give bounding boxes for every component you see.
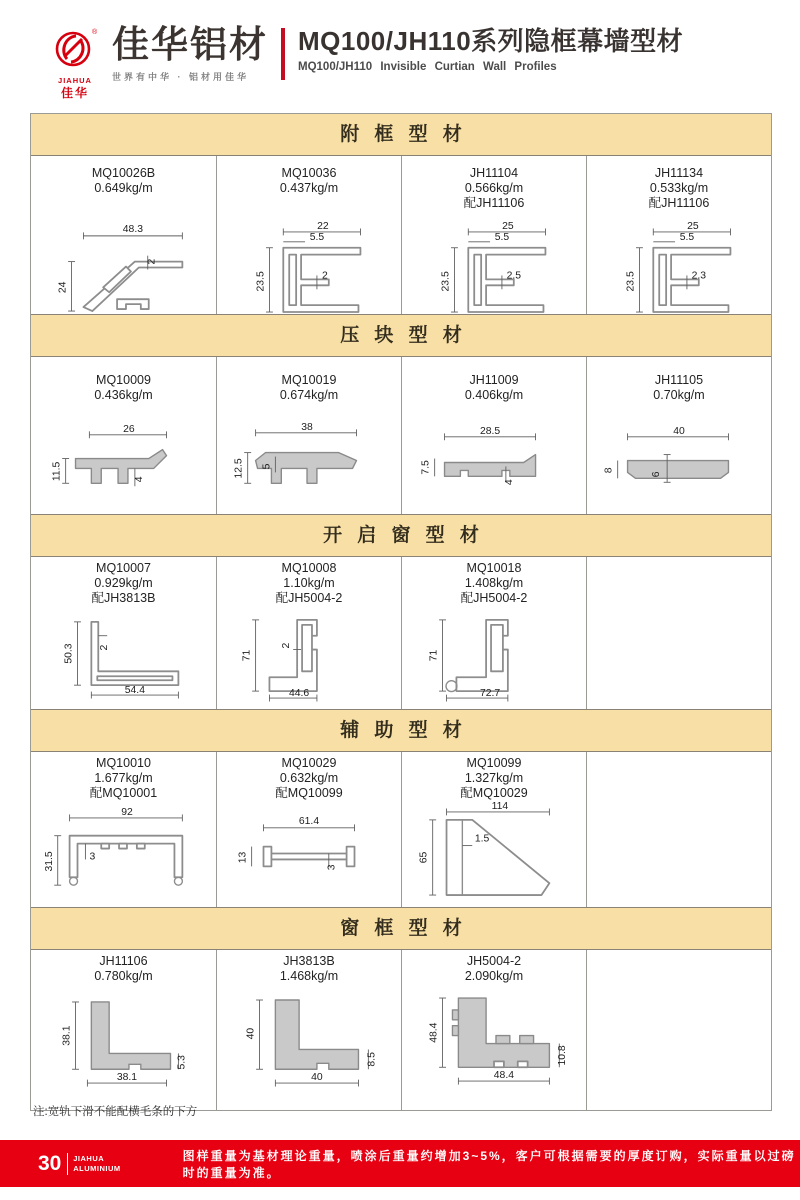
profile-drawing — [218, 220, 401, 314]
dimension-label: 71 — [241, 649, 253, 662]
profile-drawing — [32, 220, 215, 314]
registered-mark: ® — [92, 29, 98, 36]
profile-labels — [402, 166, 586, 220]
profile-cell — [31, 156, 216, 314]
company-name: 佳华铝材 — [112, 24, 268, 65]
profile-labels — [402, 756, 586, 802]
profile-labels — [587, 166, 771, 220]
profile-labels — [217, 373, 401, 417]
profile-drawing — [218, 802, 401, 906]
header-divider — [281, 28, 285, 80]
dimension-label: 2 — [321, 270, 328, 282]
dimension-label: 2 — [146, 258, 158, 265]
profile-cell — [401, 752, 586, 907]
page-title: MQ100/JH110系列隐框幕墙型材 — [298, 26, 684, 56]
section-4 — [31, 907, 771, 1110]
profile-labels — [587, 373, 771, 417]
profile-weight: 1.10kg/m — [283, 576, 335, 590]
dimension-label: 3 — [89, 851, 96, 863]
profile-pair-code: 配JH11106 — [463, 196, 525, 210]
dimension-label: 40 — [672, 425, 685, 437]
profile-labels — [217, 756, 401, 802]
profile-pair-code: 配MQ10001 — [89, 786, 158, 800]
profile-weight: 0.780kg/m — [94, 969, 153, 983]
profile-pair-code: 配MQ10099 — [275, 786, 343, 800]
profile-model: JH11009 — [469, 373, 519, 387]
profile-cell — [216, 950, 401, 1110]
profile-drawing — [32, 984, 215, 1108]
dimension-label: 50.3 — [63, 643, 75, 664]
dimension-label: 44.6 — [288, 688, 309, 700]
dimension-label: 11.5 — [51, 461, 63, 482]
dimension-label: 28.5 — [479, 425, 500, 437]
profile-labels — [217, 166, 401, 220]
profile-cell — [31, 357, 216, 514]
profile-drawing — [403, 220, 586, 314]
profile-drawing — [218, 417, 401, 508]
dimension-label: 4 — [133, 476, 145, 483]
profile-model: MQ10019 — [281, 373, 337, 387]
profile-labels — [402, 561, 586, 608]
profile-weight: 0.533kg/m — [649, 181, 709, 195]
profile-model: JH11104 — [469, 166, 519, 180]
profile-cell — [216, 557, 401, 709]
company-block — [112, 26, 268, 83]
profile-drawing — [32, 417, 215, 508]
dimension-label: 2.3 — [691, 270, 706, 282]
profile-model: MQ10008 — [281, 561, 337, 575]
profile-model: MQ10007 — [96, 561, 151, 575]
profile-weight: 1.468kg/m — [279, 969, 339, 983]
empty-cell — [586, 557, 771, 709]
dimension-label: 5.5 — [309, 231, 324, 243]
profile-labels — [217, 954, 401, 984]
dimension-label: 38.1 — [61, 1025, 73, 1046]
profile-labels — [217, 561, 401, 608]
dimension-label: 25 — [501, 220, 514, 232]
section-row — [31, 357, 771, 514]
dimension-label: 65 — [418, 851, 430, 864]
profile-drawing — [218, 608, 401, 702]
profile-cell — [31, 752, 216, 907]
page-number: 30 — [38, 1151, 62, 1175]
profile-model: MQ10010 — [96, 756, 151, 770]
dimension-label: 71 — [428, 649, 440, 662]
dimension-label: 5.5 — [494, 231, 509, 243]
section-1 — [31, 314, 771, 514]
dimension-label: 61.4 — [298, 815, 319, 827]
footer-brand-line1: JIAHUA — [73, 1154, 105, 1164]
dimension-label: 40 — [245, 1027, 257, 1040]
profile-weight: 0.649kg/m — [94, 181, 153, 195]
profile-labels — [31, 756, 216, 802]
profile-model: JH3813B — [283, 954, 335, 968]
profile-pair-code: 配MQ10029 — [460, 786, 528, 800]
logo-brand-cn: 佳华 — [60, 85, 89, 100]
profile-pair-code: 配JH5004-2 — [275, 591, 343, 605]
profile-weight: 1.408kg/m — [464, 576, 524, 590]
dimension-label: 4 — [503, 479, 515, 486]
section-3 — [31, 709, 771, 907]
profile-pair-code: 配JH11106 — [648, 196, 710, 210]
section-0 — [31, 114, 771, 314]
footer-divider — [67, 1153, 68, 1175]
profile-model: MQ10029 — [281, 756, 337, 770]
profile-cell — [216, 357, 401, 514]
profile-pair-code: 配JH5004-2 — [460, 591, 528, 605]
dimension-label: 12.5 — [233, 458, 245, 479]
section-row — [31, 950, 771, 1110]
dimension-label: 72.7 — [479, 688, 500, 700]
section-title: 窗框型材 — [31, 907, 771, 950]
profile-model: MQ10036 — [281, 166, 337, 180]
jiahua-logo-icon — [52, 26, 98, 72]
section-title: 开启窗型材 — [31, 514, 771, 557]
profile-weight: 1.677kg/m — [94, 771, 153, 785]
dimension-label: 23.5 — [255, 271, 267, 292]
dimension-label: 38 — [300, 421, 313, 433]
dimension-label: 38.1 — [116, 1072, 138, 1084]
page-footer — [0, 1140, 800, 1187]
dimension-label: 26 — [123, 423, 135, 435]
dimension-label: 5 — [260, 463, 272, 470]
dimension-label: 8.5 — [365, 1052, 377, 1067]
dimension-label: 23.5 — [625, 271, 637, 292]
profile-drawing — [588, 417, 771, 508]
section-title: 压块型材 — [31, 314, 771, 357]
profile-model: JH11106 — [99, 954, 148, 968]
dimension-label: 24 — [57, 281, 69, 294]
profile-cell — [401, 156, 586, 314]
profile-labels — [402, 954, 586, 984]
section-2 — [31, 514, 771, 709]
profile-drawing — [403, 802, 586, 906]
profile-cell — [216, 156, 401, 314]
dimension-label: 25 — [686, 220, 699, 232]
dimension-label: 54.4 — [124, 685, 145, 697]
profile-drawing — [32, 802, 215, 906]
profile-model: JH11134 — [654, 166, 704, 180]
dimension-label: 10.8 — [556, 1045, 568, 1066]
profile-labels — [31, 373, 216, 417]
dimension-label: 22 — [316, 220, 329, 232]
footer-brand-line2: ALUMINIUM — [73, 1163, 121, 1173]
profile-model: MQ10099 — [466, 756, 522, 770]
profile-labels — [31, 561, 216, 608]
profile-cell — [586, 156, 771, 314]
page-header — [0, 0, 800, 112]
profile-model: MQ10009 — [96, 373, 151, 387]
profile-weight: 0.70kg/m — [653, 388, 705, 402]
footer-brand — [73, 1154, 120, 1173]
profile-pair-code: 配JH3813B — [91, 591, 156, 605]
profile-drawing — [403, 417, 586, 508]
dimension-label: 48.4 — [493, 1070, 514, 1082]
dimension-label: 23.5 — [440, 271, 452, 292]
profile-cell — [31, 557, 216, 709]
profile-cell — [401, 950, 586, 1110]
dimension-label: 114 — [491, 802, 508, 812]
profile-weight: 0.437kg/m — [279, 181, 339, 195]
profile-model: MQ10026B — [91, 166, 156, 180]
title-block — [298, 26, 683, 73]
section-title: 辅助型材 — [31, 709, 771, 752]
profile-labels — [31, 954, 216, 984]
logo-brand-en: JIAHUA — [58, 76, 92, 85]
section-row — [31, 752, 771, 907]
dimension-label: 31.5 — [43, 851, 55, 872]
dimension-label: 48.4 — [428, 1022, 440, 1043]
page-subtitle: MQ100/JH110 Invisible Curtian Wall Profiles — [298, 60, 557, 73]
profile-drawing — [588, 220, 771, 314]
dimension-label: 8 — [603, 467, 615, 474]
profile-weight: 2.090kg/m — [464, 969, 524, 983]
empty-cell — [586, 950, 771, 1110]
profile-weight: 1.327kg/m — [464, 771, 524, 785]
profile-drawing — [403, 608, 586, 702]
dimension-label: 6 — [650, 471, 662, 478]
profile-weight: 0.674kg/m — [279, 388, 339, 402]
profile-drawing — [403, 984, 586, 1108]
section-title: 附框型材 — [31, 114, 771, 156]
dimension-label: 5.3 — [176, 1055, 188, 1070]
dimension-label: 5.5 — [679, 231, 694, 243]
profile-model: JH11105 — [654, 373, 704, 387]
footer-disclaimer: 图样重量为基材理论重量，喷涂后重量约增加3~5%，客户可根据需要的厚度订购，实际重量以过磅时的重量为准。 — [182, 1148, 796, 1180]
empty-cell — [586, 752, 771, 907]
profile-model: JH5004-2 — [466, 954, 522, 968]
dimension-label: 3 — [326, 864, 338, 871]
dimension-label: 7.5 — [420, 460, 432, 475]
table-footnote: 注:宽轨下滑不能配横毛条的下方 — [33, 1106, 198, 1118]
profile-table — [30, 113, 772, 1111]
profile-cell — [31, 950, 216, 1110]
dimension-label: 2.5 — [506, 270, 521, 282]
dimension-label: 48.3 — [122, 223, 143, 235]
profile-weight: 0.566kg/m — [464, 181, 524, 195]
profile-weight: 0.436kg/m — [94, 388, 153, 402]
profile-drawing — [218, 984, 401, 1108]
profile-model: MQ10018 — [466, 561, 522, 575]
section-row — [31, 156, 771, 314]
profile-cell — [216, 752, 401, 907]
profile-cell — [401, 357, 586, 514]
profile-labels — [31, 166, 216, 220]
profile-labels — [402, 373, 586, 417]
profile-drawing — [32, 608, 215, 702]
dimension-label: 2 — [99, 644, 111, 651]
section-row — [31, 557, 771, 709]
dimension-label: 92 — [121, 806, 133, 818]
dimension-label: 2 — [280, 642, 292, 649]
profile-weight: 0.406kg/m — [464, 388, 524, 402]
company-slogan: 世界有中华 · 铝材用佳华 — [112, 71, 249, 82]
logo-block — [46, 26, 104, 99]
dimension-label: 1.5 — [474, 833, 489, 845]
profile-cell — [401, 557, 586, 709]
profile-cell — [586, 357, 771, 514]
dimension-label: 40 — [310, 1072, 323, 1084]
profile-weight: 0.929kg/m — [94, 576, 153, 590]
dimension-label: 13 — [237, 851, 249, 864]
profile-weight: 0.632kg/m — [279, 771, 339, 785]
